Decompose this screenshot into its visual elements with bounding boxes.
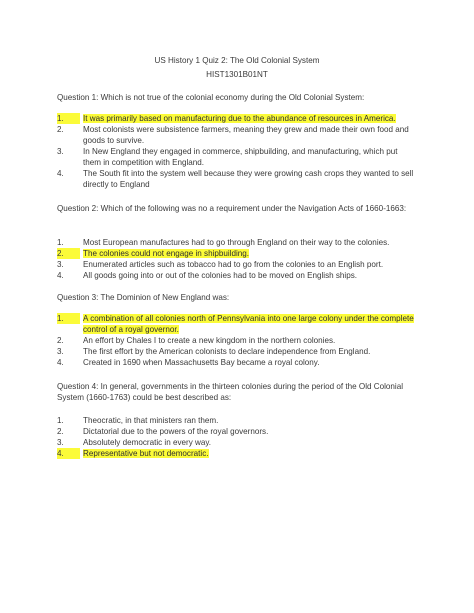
answer-number: 3.	[57, 438, 64, 447]
answer-text-highlighted: The colonies could not engage in shipbuilding.	[83, 249, 250, 258]
course-code: HIST1301B01NT	[206, 70, 268, 79]
answer-number: 3.	[57, 260, 64, 269]
answer-number: 4.	[57, 271, 64, 280]
answer-text: Absolutely democratic in every way.	[83, 438, 212, 447]
answer-number: 1.	[57, 416, 64, 425]
answer-text: An effort by Chales I to create a new kingdom in the northern colonies.	[83, 336, 336, 345]
answer-number: 4.	[57, 169, 64, 178]
answer-text-highlighted: Representative but not democratic.	[83, 449, 209, 458]
answer-text-highlighted: It was primarily based on manufacturing due to the abundance of resources in America.	[83, 114, 396, 123]
answer-number: 2.	[57, 248, 80, 259]
answer-text: Most European manufactures had to go through England on their way to the colonies.	[83, 238, 390, 247]
answer-text: All goods going into or out of the colonies had to be moved on English ships.	[83, 271, 358, 280]
answer-number: 1.	[57, 313, 80, 324]
answer-number: 2.	[57, 427, 64, 436]
answer-text: Theocratic, in that ministers ran them.	[83, 416, 219, 425]
answer-number: 3.	[57, 147, 64, 156]
question-2-text: Question 2: Which of the following was no a requirement under the Navigation Acts of 1660-1663:	[57, 204, 407, 213]
question-1-text: Question 1: Which is not true of the colonial economy during the Old Colonial System:	[57, 93, 365, 102]
answer-text: Created in 1690 when Massachusetts Bay became a royal colony.	[83, 358, 320, 367]
answer-text: Most colonists were subsistence farmers, meaning they grew and made their own food and goods to survive.	[83, 125, 409, 145]
question-4-text: Question 4: In general, governments in the thirteen colonies during the period of the Old Colonial System (1660-1763) could be best described as:	[57, 382, 403, 402]
answer-number: 2.	[57, 336, 64, 345]
answer-text: The first effort by the American colonists to declare independence from England.	[83, 347, 371, 356]
answer-text: Dictatorial due to the powers of the royal governors.	[83, 427, 269, 436]
answer-text: Enumerated articles such as tobacco had to go from the colonies to an English port.	[83, 260, 384, 269]
document-title: US History 1 Quiz 2: The Old Colonial System	[154, 56, 320, 65]
question-3-text: Question 3: The Dominion of New England was:	[57, 293, 230, 302]
answer-number: 2.	[57, 125, 64, 134]
answer-text-highlighted: A combination of all colonies north of Pennsylvania into one large colony under the complete control of a royal governor.	[83, 314, 414, 334]
answer-text: In New England they engaged in commerce, shipbuilding, and manufacturing, which put them in competition with England.	[83, 147, 398, 167]
answer-number: 3.	[57, 347, 64, 356]
answer-number: 1.	[57, 238, 64, 247]
answer-number: 4.	[57, 358, 64, 367]
answer-number: 1.	[57, 113, 80, 124]
answer-number: 4.	[57, 448, 80, 459]
answer-text: The South fit into the system well because they were growing cash crops they wanted to sell directly to England	[83, 169, 414, 189]
